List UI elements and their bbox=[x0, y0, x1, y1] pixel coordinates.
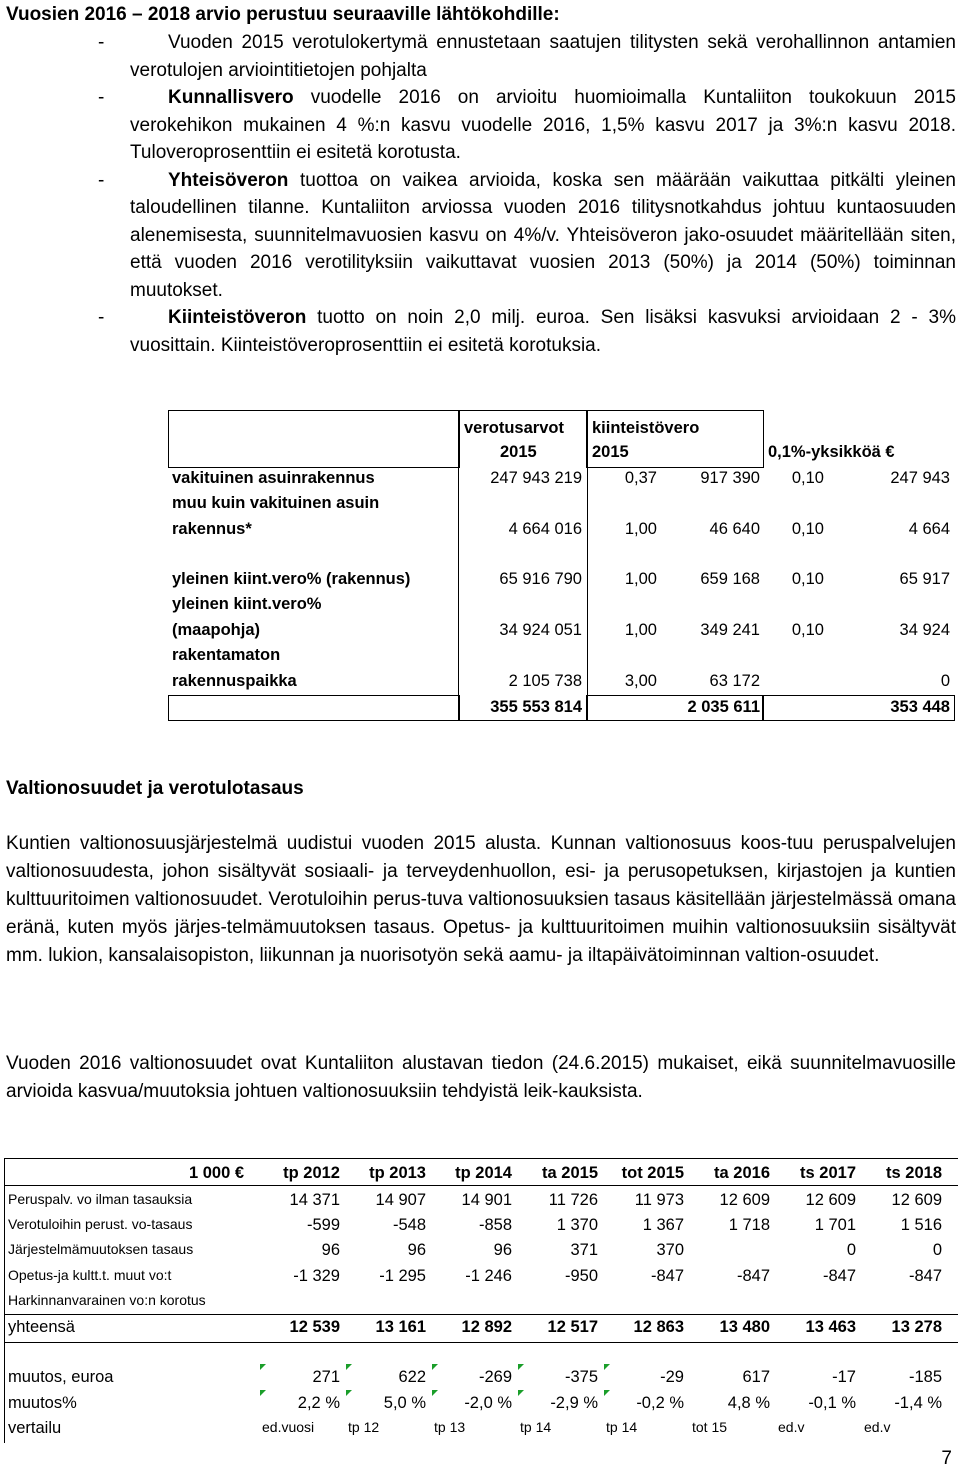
table-cell: -1 246 bbox=[465, 1267, 512, 1285]
assumption-list bbox=[98, 29, 956, 359]
table-cell: -1,4 % bbox=[894, 1394, 942, 1412]
table-cell: -950 bbox=[564, 1267, 598, 1285]
cell-comment-marker bbox=[346, 1390, 352, 1396]
table-cell: 247 943 219 bbox=[490, 469, 582, 487]
table-cell: -0,1 % bbox=[808, 1394, 856, 1412]
table-cell: 0,37 bbox=[624, 469, 657, 487]
table-cell: ed.v bbox=[778, 1419, 805, 1435]
cell-comment-marker bbox=[432, 1390, 438, 1396]
list-item-lead: Kiinteistöveron bbox=[168, 307, 307, 328]
column-header-year: 2015 bbox=[500, 443, 537, 461]
total-cell: 2 035 611 bbox=[687, 698, 760, 716]
table-cell: 1 367 bbox=[642, 1216, 684, 1234]
table-cell: 63 172 bbox=[709, 672, 760, 690]
column-header: kiinteistövero bbox=[592, 419, 700, 437]
table-cell: 0,10 bbox=[791, 570, 824, 588]
cell-comment-marker bbox=[432, 1364, 438, 1370]
column-header: ta 2016 bbox=[714, 1164, 770, 1182]
table-cell: 917 390 bbox=[700, 469, 760, 487]
list-item-text: tuottoa on vaikea arvioida, koska sen määrään vaikuttaa pitkälti yleinen taloudellinen tilanne. Kuntaliiton arviossa vuoden 2016 tilitysnotkahdus johtuu kuntaosuuden alenemisesta, suunnitelmavuosien kasvu on 4%/v. Yhteisöveron jako-osuudet määritellään siten, että vuoden 2016 verotilityksiin vaikuttavat vuosien 2013 (50%) ja 2014 (50%) toiminnan muutokset. bbox=[130, 169, 956, 301]
table-cell: 65 916 790 bbox=[499, 570, 582, 588]
table-rule bbox=[4, 1185, 958, 1186]
list-item-text: vuodelle 2016 on arvioitu huomioimalla Kuntaliiton toukokuun 2015 verokehikon mukainen 4 %:n kasvu vuodelle 2016, 1,5% kasvu 2017 ja 3%:n kasvu 2018. Tuloveroprosenttiin ei esitetä korotusta. bbox=[130, 87, 956, 163]
property-tax-table bbox=[168, 410, 954, 720]
section-title: Valtionosuudet ja verotulotasaus bbox=[6, 778, 304, 799]
table-cell: 349 241 bbox=[700, 621, 760, 639]
column-header: ts 2018 bbox=[886, 1164, 942, 1182]
table-cell: 12 892 bbox=[461, 1318, 512, 1336]
list-item-lead: Yhteisöveron bbox=[168, 169, 289, 191]
table-cell: 13 278 bbox=[891, 1318, 942, 1336]
table-rule bbox=[4, 1159, 5, 1443]
row-label: vakituinen asuinrakennus bbox=[172, 469, 375, 487]
table-cell: 4,8 % bbox=[727, 1394, 770, 1412]
row-label: yleinen kiint.vero% bbox=[172, 595, 322, 613]
row-label: Opetus-ja kultt.t. muut vo:t bbox=[8, 1267, 172, 1283]
table-cell: -847 bbox=[822, 1267, 856, 1285]
table-cell: tp 14 bbox=[520, 1419, 552, 1435]
table-cell: 1 516 bbox=[900, 1216, 942, 1234]
table-cell: 4 664 bbox=[908, 520, 950, 538]
table-cell: ed.vuosi bbox=[262, 1419, 315, 1435]
cell-comment-marker bbox=[518, 1390, 524, 1396]
list-item-text: Vuoden 2015 verotulokertymä ennustetaan saatujen tilitysten sekä verohallinnon antamien verotulojen arviointitietojen pohjalta bbox=[130, 32, 956, 81]
table-cell: -375 bbox=[564, 1368, 598, 1386]
table-cell: -2,9 % bbox=[550, 1394, 598, 1412]
total-cell: 355 553 814 bbox=[490, 698, 582, 716]
table-cell: 4 664 016 bbox=[508, 520, 582, 538]
table-cell: 0,10 bbox=[791, 520, 824, 538]
row-label: (maapohja) bbox=[172, 621, 261, 639]
table-cell: -185 bbox=[908, 1368, 942, 1386]
table-total-label-cell bbox=[168, 695, 460, 721]
table-cell: 0,10 bbox=[791, 469, 824, 487]
list-item bbox=[98, 29, 956, 84]
total-cell: 353 448 bbox=[890, 698, 950, 716]
table-cell: 14 907 bbox=[375, 1191, 426, 1209]
row-label: Järjestelmämuutoksen tasaus bbox=[8, 1241, 194, 1257]
table-cell: -17 bbox=[832, 1368, 856, 1386]
table-rule bbox=[4, 1314, 958, 1315]
column-header: tp 2014 bbox=[455, 1164, 512, 1182]
row-label: muutos, euroa bbox=[8, 1368, 114, 1386]
table-cell: 65 917 bbox=[899, 570, 950, 588]
page-number: 7 bbox=[941, 1448, 952, 1469]
table-cell: 14 371 bbox=[289, 1191, 340, 1209]
section-heading: Vuosien 2016 – 2018 arvio perustuu seuraaville lähtökohdille: bbox=[6, 4, 560, 25]
table-cell: tp 12 bbox=[348, 1419, 380, 1435]
table-cell: 1,00 bbox=[624, 570, 657, 588]
cell-comment-marker bbox=[260, 1364, 266, 1370]
table-cell: 12 609 bbox=[805, 1191, 856, 1209]
table-cell: 2 105 738 bbox=[508, 672, 582, 690]
table-cell: tot 15 bbox=[692, 1419, 728, 1435]
list-dash: - bbox=[98, 32, 105, 53]
table-cell: 5,0 % bbox=[383, 1394, 426, 1412]
table-cell: 96 bbox=[407, 1241, 426, 1259]
table-cell: -0,2 % bbox=[636, 1394, 684, 1412]
table-rule bbox=[4, 1342, 958, 1343]
column-header: 0,1%-yksikköä € bbox=[768, 443, 895, 461]
list-dash: - bbox=[98, 169, 105, 191]
table-cell: 0,10 bbox=[791, 621, 824, 639]
table-cell: -29 bbox=[660, 1368, 684, 1386]
column-header: tp 2012 bbox=[283, 1164, 340, 1182]
table-cell: 271 bbox=[312, 1368, 340, 1386]
table-cell: 1 701 bbox=[814, 1216, 856, 1234]
table-cell: 12 609 bbox=[719, 1191, 770, 1209]
table-cell: tp 14 bbox=[606, 1419, 638, 1435]
paragraph: Kuntien valtionosuusjärjestelmä uudistui vuoden 2015 alusta. Kunnan valtionosuus koos-tuu peruspalvelujen valtionosuudesta, johon sisältyvät sosiaali- ja terveydenhuollon, esi- ja perusopetuksen, kirjastojen ja kuntien kulttuuritoimen valtionosuudet. Verotuloihin perus-tuva valtionosuuksien tasaus käsitellään järjestelmässä omana eränä, kuten myös järjes-telmämuutoksen tasaus. Opetus- ja kulttuuritoimen muihin valtionosuuksiin sisältyvät mm. lukion, kansalaisopiston, liikunnan ja nuorisotyön sekä aamu- ja iltapäivätoiminnan valtion-osuudet. bbox=[6, 833, 956, 966]
column-header: ta 2015 bbox=[542, 1164, 598, 1182]
table-cell: 1 370 bbox=[556, 1216, 598, 1234]
table-cell: 622 bbox=[398, 1368, 426, 1386]
column-header: tp 2013 bbox=[369, 1164, 426, 1182]
table-cell: 1,00 bbox=[624, 621, 657, 639]
table-cell: 0 bbox=[940, 672, 950, 690]
table-cell: tp 13 bbox=[434, 1419, 466, 1435]
cell-comment-marker bbox=[604, 1364, 610, 1370]
table-cell: 11 726 bbox=[548, 1191, 598, 1209]
table-cell: -847 bbox=[736, 1267, 770, 1285]
paragraph: Vuoden 2016 valtionosuudet ovat Kuntaliiton alustavan tiedon (24.6.2015) mukaiset, eikä suunnitelmavuosille arvioida kasvua/muutoksia johtuen valtionosuuksiin tehdyistä leik-kauksista. bbox=[6, 1053, 956, 1102]
table-cell: -599 bbox=[306, 1216, 340, 1234]
table-cell: 2,2 % bbox=[297, 1394, 340, 1412]
table-cell: 0 bbox=[846, 1241, 856, 1259]
column-header-year: 2015 bbox=[592, 443, 629, 461]
row-label: rakennus* bbox=[172, 520, 252, 538]
table-cell: 12 517 bbox=[547, 1318, 598, 1336]
table-cell: 12 609 bbox=[891, 1191, 942, 1209]
table-cell: 13 480 bbox=[719, 1318, 770, 1336]
cell-comment-marker bbox=[604, 1390, 610, 1396]
list-item bbox=[98, 304, 956, 359]
table-cell: -858 bbox=[478, 1216, 512, 1234]
column-header: tot 2015 bbox=[621, 1164, 684, 1182]
table-cell: 371 bbox=[570, 1241, 598, 1259]
list-dash: - bbox=[98, 87, 105, 108]
row-label: yhteensä bbox=[8, 1318, 75, 1336]
cell-comment-marker bbox=[346, 1364, 352, 1370]
table-cell: ed.v bbox=[864, 1419, 891, 1435]
table-cell: 46 640 bbox=[709, 520, 760, 538]
list-item bbox=[98, 167, 956, 305]
cell-comment-marker bbox=[518, 1364, 524, 1370]
row-label: rakennuspaikka bbox=[172, 672, 297, 690]
table-cell: -847 bbox=[650, 1267, 684, 1285]
row-label: Harkinnanvarainen vo:n korotus bbox=[8, 1292, 206, 1308]
table-cell: 0 bbox=[932, 1241, 942, 1259]
table-rule bbox=[4, 1158, 958, 1159]
table-cell: 12 863 bbox=[633, 1318, 684, 1336]
table-cell: 12 539 bbox=[289, 1318, 340, 1336]
row-label: yleinen kiint.vero% (rakennus) bbox=[172, 570, 411, 588]
row-label: vertailu bbox=[8, 1419, 62, 1437]
list-dash: - bbox=[98, 307, 105, 328]
table-cell: 96 bbox=[493, 1241, 512, 1259]
column-header: ts 2017 bbox=[800, 1164, 856, 1182]
list-item-text: tuotto on noin 2,0 milj. euroa. Sen lisäksi kasvuksi arvioidaan 2 - 3% vuosittain. Kiinteistöveroprosenttiin ei esitetä korotuksia. bbox=[130, 307, 956, 356]
table-cell: -548 bbox=[392, 1216, 426, 1234]
table-header-empty-cell bbox=[168, 410, 460, 468]
list-item-lead: Kunnallisvero bbox=[168, 87, 294, 108]
table-cell: 659 168 bbox=[700, 570, 760, 588]
table-cell: 14 901 bbox=[461, 1191, 512, 1209]
table-cell: 247 943 bbox=[890, 469, 950, 487]
table-cell: 1,00 bbox=[624, 520, 657, 538]
table-cell: -847 bbox=[908, 1267, 942, 1285]
table-cell: -2,0 % bbox=[464, 1394, 512, 1412]
table-cell: -1 295 bbox=[379, 1267, 426, 1285]
table-cell: 11 973 bbox=[634, 1191, 684, 1209]
table-cell: 370 bbox=[656, 1241, 684, 1259]
table-cell: 1 718 bbox=[728, 1216, 770, 1234]
table-cell: 13 463 bbox=[805, 1318, 856, 1336]
row-label: muu kuin vakituinen asuin bbox=[172, 494, 380, 512]
row-label: Peruspalv. vo ilman tasauksia bbox=[8, 1191, 193, 1207]
row-label: Verotuloihin perust. vo-tasaus bbox=[8, 1216, 193, 1232]
row-label: muutos% bbox=[8, 1394, 77, 1412]
table-cell: 96 bbox=[321, 1241, 340, 1259]
table-cell: -1 329 bbox=[293, 1267, 340, 1285]
table-cell: -269 bbox=[478, 1368, 512, 1386]
table-cell: 617 bbox=[742, 1368, 770, 1386]
cell-comment-marker bbox=[260, 1390, 266, 1396]
table-cell: 13 161 bbox=[375, 1318, 426, 1336]
column-header: verotusarvot bbox=[464, 419, 564, 437]
list-item bbox=[98, 84, 956, 167]
table-header-unit: 1 000 € bbox=[189, 1164, 245, 1182]
row-label: rakentamaton bbox=[172, 646, 281, 664]
state-subsidy-table bbox=[4, 1158, 958, 1443]
table-cell: 3,00 bbox=[624, 672, 657, 690]
table-cell: 34 924 bbox=[899, 621, 950, 639]
table-cell: 34 924 051 bbox=[499, 621, 582, 639]
